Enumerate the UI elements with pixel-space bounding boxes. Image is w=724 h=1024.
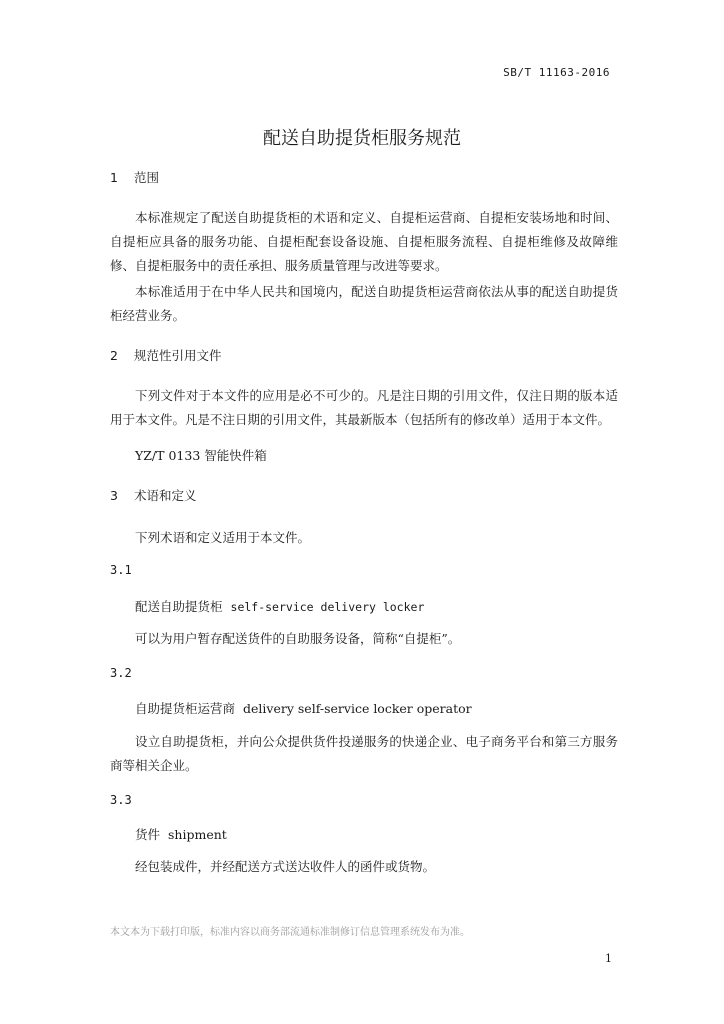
term-zh: 货件 bbox=[135, 827, 161, 842]
term-zh: 配送自助提货柜 bbox=[135, 599, 223, 614]
term-number: 3.1 bbox=[110, 563, 132, 577]
term-definition: 经包装成件，并经配送方式送达收件人的函件或货物。 bbox=[135, 859, 436, 874]
section-2-paragraph-1: 下列文件对于本文件的应用是必不可少的。凡是注日期的引用文件，仅注日期的版本适用于本文件。凡是不注日期的引用文件，其最新版本（包括所有的修改单）适用于本文件。 bbox=[110, 388, 618, 427]
section-3-intro: 下列术语和定义适用于本文件。 bbox=[135, 530, 311, 545]
section-number: 3 bbox=[110, 488, 118, 503]
term-definition: 设立自助提货柜，并向公众提供货件投递服务的快递企业、电子商务平台和第三方服务商等相关企业。 bbox=[110, 734, 618, 773]
term-en: self-service delivery locker bbox=[230, 600, 425, 614]
normative-reference: YZ/T 0133 智能快件箱 bbox=[135, 448, 267, 463]
term-zh: 自助提货柜运营商 bbox=[135, 701, 236, 716]
section-3-heading bbox=[110, 486, 197, 504]
section-title: 范围 bbox=[134, 170, 160, 185]
footer-note: 本文本为下载打印版，标准内容以商务部流通标准制修订信息管理系统发布为准。 bbox=[110, 927, 470, 938]
term-en: delivery self-service locker operator bbox=[243, 701, 472, 716]
term-definition: 可以为用户暂存配送货件的自助服务设备，简称“自提柜”。 bbox=[135, 631, 461, 646]
term-number: 3.2 bbox=[110, 666, 132, 680]
term-entry bbox=[135, 699, 472, 717]
section-number: 1 bbox=[110, 170, 118, 185]
section-1-paragraph-1: 本标准规定了配送自助提货柜的术语和定义、自提柜运营商、自提柜安装场地和时间、自提柜应具备的服务功能、自提柜配套设备设施、自提柜服务流程、自提柜维修及故障维修、自提柜服务中的责任承担、服务质量管理与改进等要求。 bbox=[110, 210, 618, 273]
page-title: 配送自助提货柜服务规范 bbox=[263, 128, 461, 149]
section-title: 规范性引用文件 bbox=[134, 348, 222, 363]
section-number: 2 bbox=[110, 348, 118, 363]
section-2-heading bbox=[110, 346, 222, 364]
section-1-paragraph-2: 本标准适用于在中华人民共和国境内，配送自助提货柜运营商依法从事的配送自助提货柜经营业务。 bbox=[110, 284, 618, 323]
term-entry bbox=[135, 825, 227, 843]
term-en: shipment bbox=[168, 827, 227, 842]
term-entry bbox=[135, 597, 424, 615]
section-title: 术语和定义 bbox=[134, 488, 197, 503]
term-number: 3.3 bbox=[110, 793, 132, 807]
section-1-heading bbox=[110, 168, 159, 186]
page-number: 1 bbox=[605, 952, 612, 965]
standard-code: SB/T 11163-2016 bbox=[503, 66, 610, 79]
